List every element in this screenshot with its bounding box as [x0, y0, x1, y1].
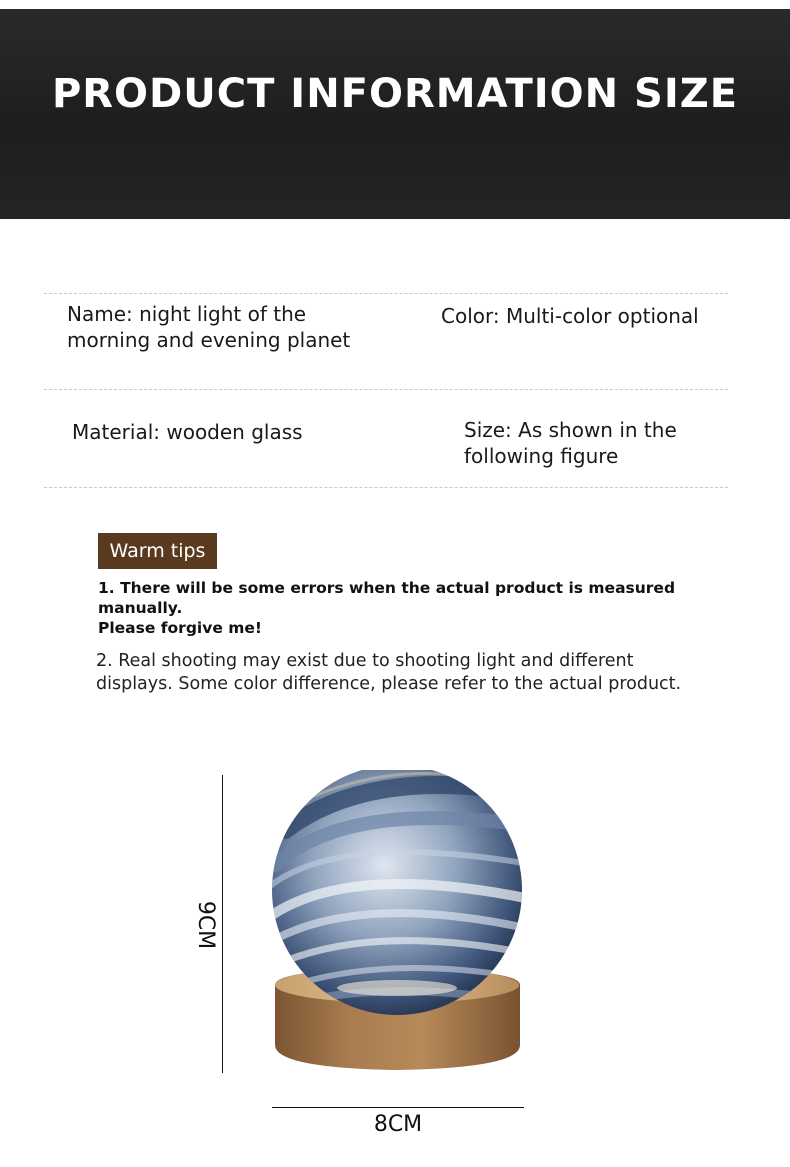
spec-name-line1: Name: night light of the	[67, 302, 307, 326]
tip-2-line2: displays. Some color difference, please refer to the actual product.	[96, 674, 682, 694]
width-label: 8CM	[373, 1112, 423, 1137]
spec-size-line2: following figure	[464, 444, 619, 468]
spec-name	[67, 301, 350, 353]
warm-tips-badge: Warm tips	[98, 533, 217, 569]
divider	[44, 389, 728, 390]
tip-1-line2: Please forgive me!	[98, 619, 262, 637]
header-banner	[0, 9, 790, 219]
width-dimension-line	[272, 1107, 524, 1108]
spec-material: Material: wooden glass	[72, 420, 303, 444]
tip-2-line1: 2. Real shooting may exist due to shooting light and different	[96, 651, 634, 671]
spec-size-line1: Size: As shown in the	[464, 418, 677, 442]
tip-1-line1: 1. There will be some errors when the actual product is measured manually.	[98, 579, 676, 617]
tip-2	[96, 650, 736, 696]
divider	[44, 293, 728, 294]
spec-size	[464, 417, 677, 469]
spec-name-line2: morning and evening planet	[67, 328, 351, 352]
spec-color: Color: Multi-color optional	[441, 304, 699, 328]
tip-1	[98, 578, 718, 638]
height-label: 9CM	[193, 900, 218, 950]
planet-lamp-image	[265, 770, 530, 1080]
height-dimension-line	[222, 775, 223, 1073]
banner-title: PRODUCT INFORMATION SIZE	[51, 71, 739, 117]
divider	[44, 487, 728, 488]
